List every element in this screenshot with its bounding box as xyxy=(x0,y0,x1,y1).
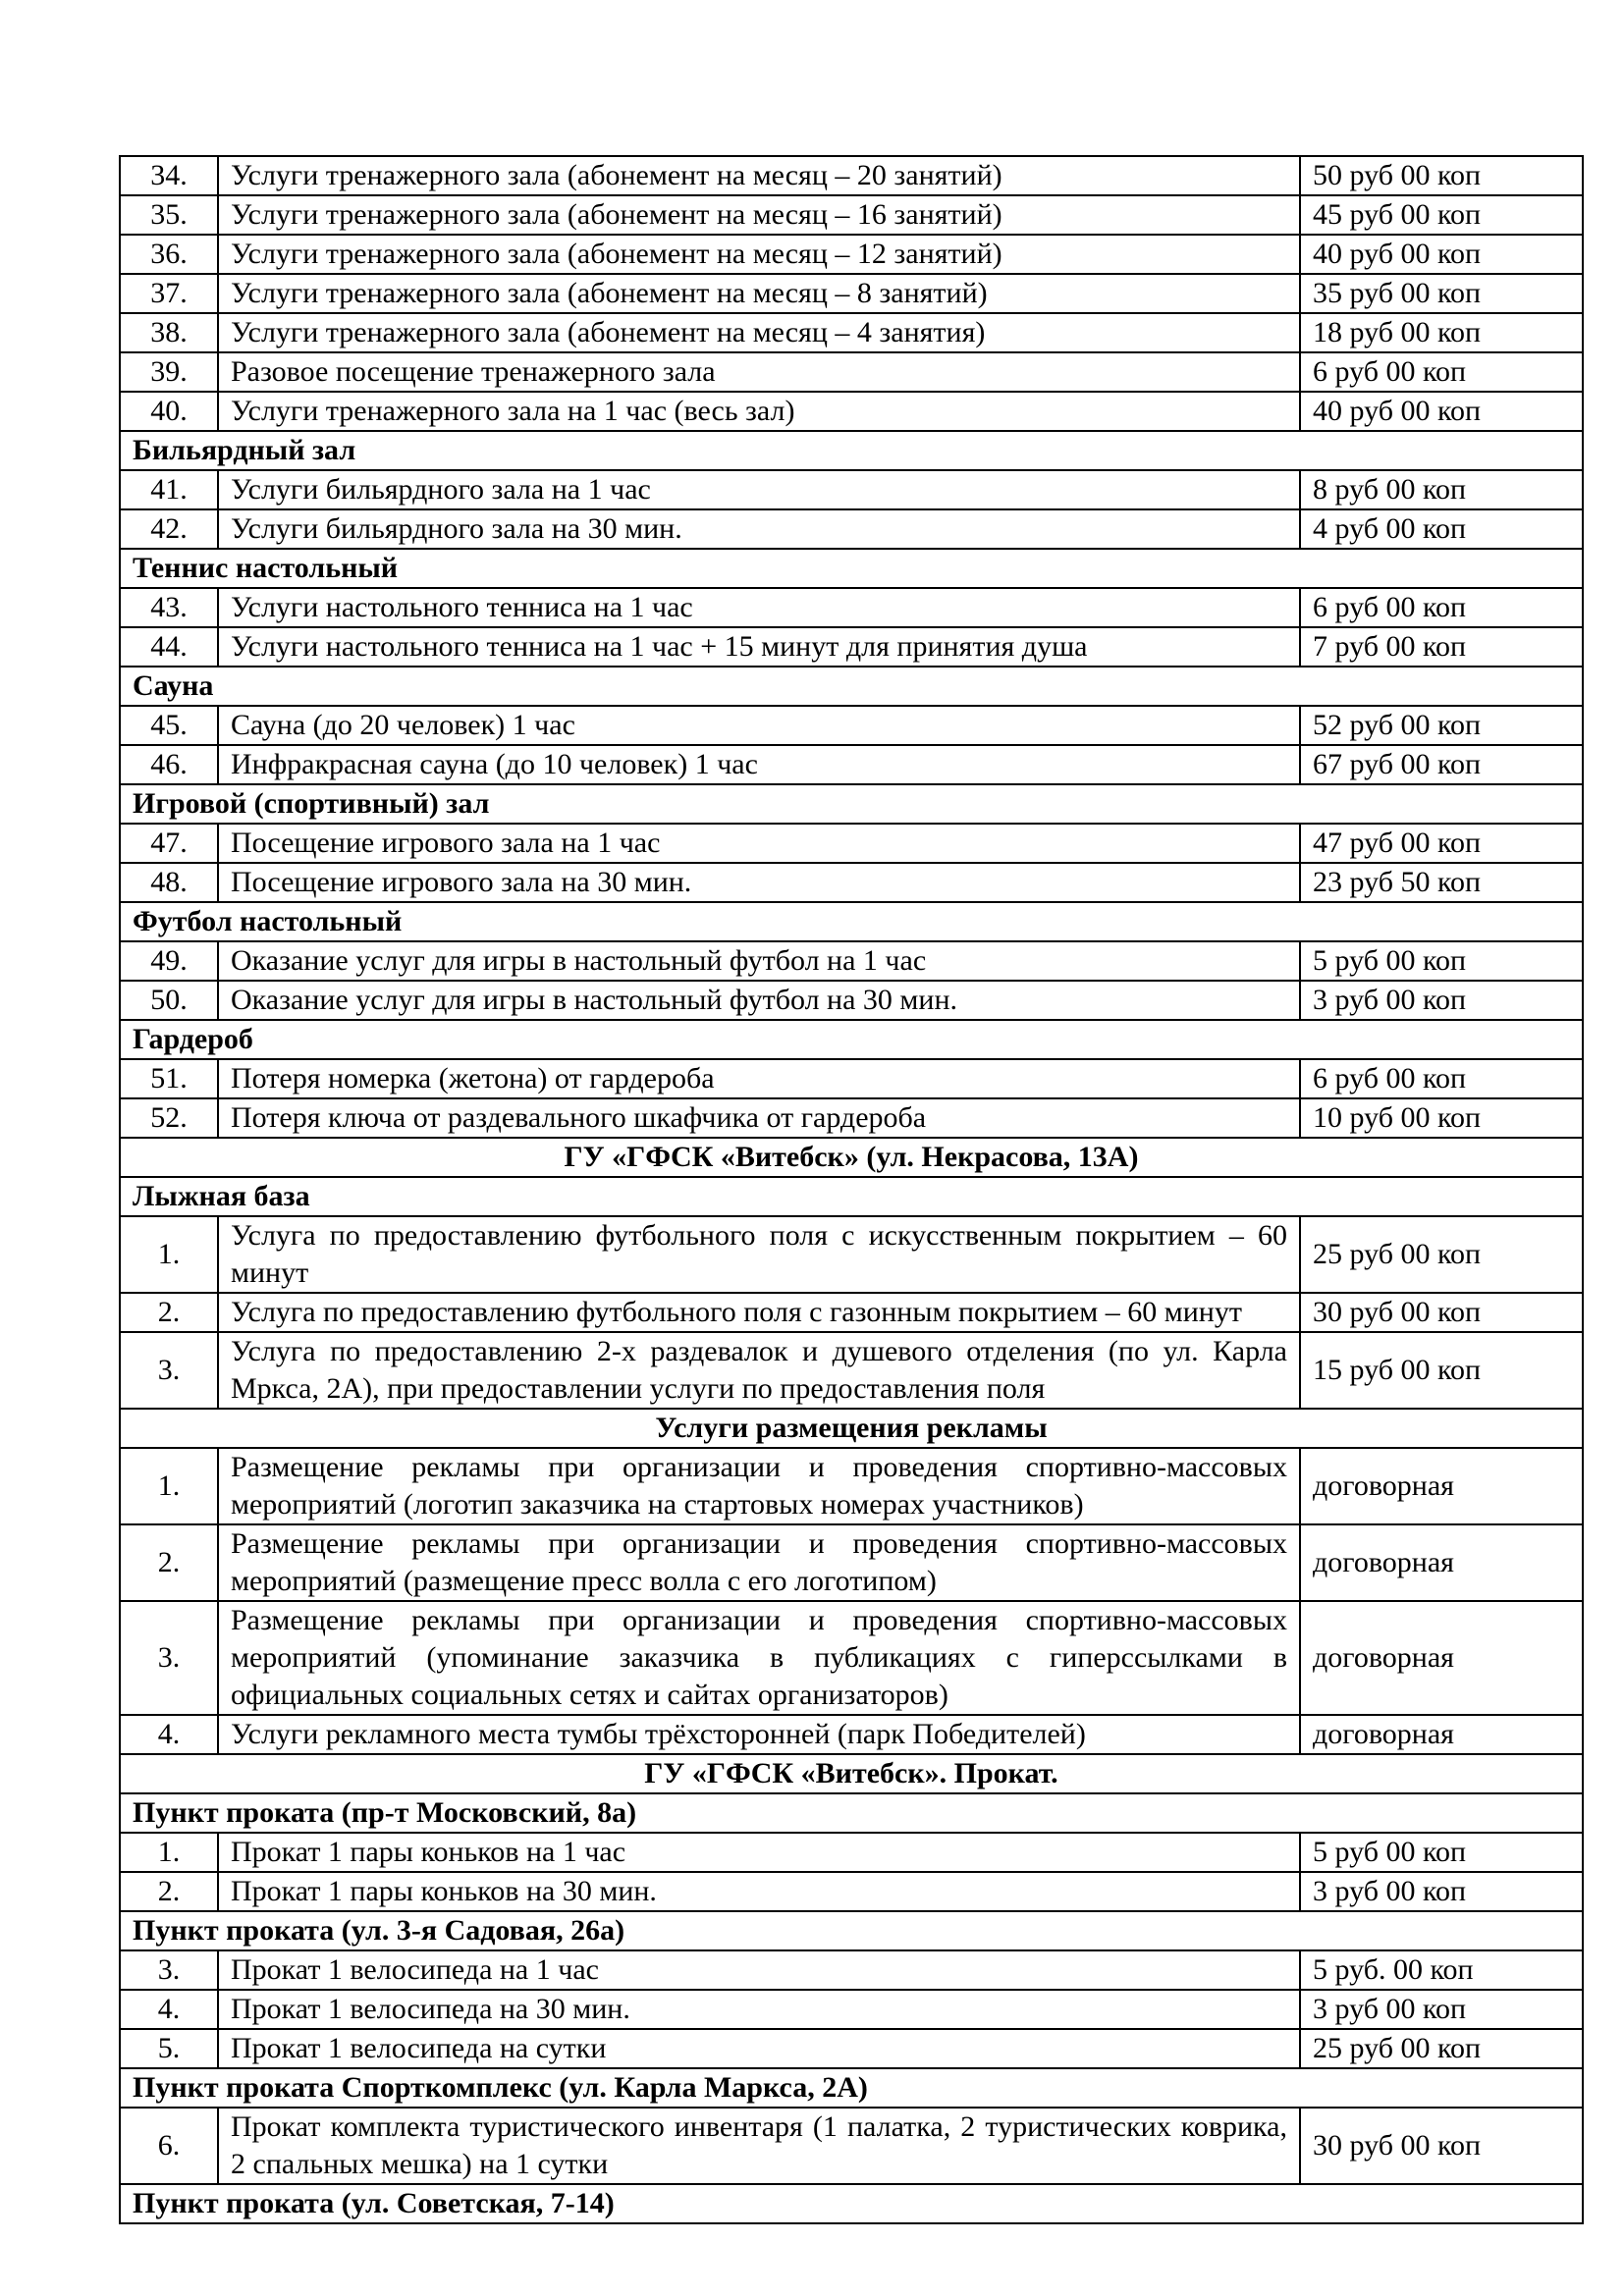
service-description: Услуги бильярдного зала на 1 час xyxy=(218,470,1300,509)
service-description: Размещение рекламы при организации и проведения спортивно-массовых мероприятий (размещение пресс волла с его логотипом) xyxy=(218,1524,1300,1601)
row-number: 52. xyxy=(120,1098,218,1138)
service-price: 7 руб 00 коп xyxy=(1300,627,1583,667)
row-number: 34. xyxy=(120,156,218,195)
section-header-row xyxy=(120,1177,1583,1216)
service-description: Услуги тренажерного зала (абонемент на месяц – 4 занятия) xyxy=(218,313,1300,352)
organization-heading-row xyxy=(120,1754,1583,1793)
row-number: 47. xyxy=(120,824,218,863)
service-description: Посещение игрового зала на 30 мин. xyxy=(218,863,1300,902)
service-description: Услуги тренажерного зала (абонемент на месяц – 8 занятий) xyxy=(218,274,1300,313)
section-title: Пункт проката (пр-т Московский, 8а) xyxy=(120,1793,1583,1833)
table-row xyxy=(120,706,1583,745)
table-row xyxy=(120,745,1583,784)
service-price: 6 руб 00 коп xyxy=(1300,588,1583,627)
organization-heading-row xyxy=(120,1138,1583,1177)
service-price: договорная xyxy=(1300,1448,1583,1524)
service-price: 6 руб 00 коп xyxy=(1300,352,1583,392)
service-price: 3 руб 00 коп xyxy=(1300,1990,1583,2029)
service-description: Потеря ключа от раздевального шкафчика от гардероба xyxy=(218,1098,1300,1138)
section-header-row xyxy=(120,549,1583,588)
row-number: 2. xyxy=(120,1872,218,1911)
service-description: Прокат комплекта туристического инвентаря (1 палатка, 2 туристических коврика, 2 спальных мешка) на 1 сутки xyxy=(218,2108,1300,2184)
table-row xyxy=(120,392,1583,431)
organization-heading-row xyxy=(120,1409,1583,1448)
service-price: договорная xyxy=(1300,1601,1583,1715)
row-number: 49. xyxy=(120,941,218,981)
service-price: 40 руб 00 коп xyxy=(1300,235,1583,274)
service-price: 25 руб 00 коп xyxy=(1300,2029,1583,2068)
table-row xyxy=(120,1216,1583,1293)
service-description: Прокат 1 пары коньков на 30 мин. xyxy=(218,1872,1300,1911)
table-row xyxy=(120,1872,1583,1911)
service-description: Разовое посещение тренажерного зала xyxy=(218,352,1300,392)
service-price: 10 руб 00 коп xyxy=(1300,1098,1583,1138)
row-number: 39. xyxy=(120,352,218,392)
row-number: 50. xyxy=(120,981,218,1020)
service-description: Услуги тренажерного зала на 1 час (весь зал) xyxy=(218,392,1300,431)
service-price: 15 руб 00 коп xyxy=(1300,1332,1583,1409)
service-description: Инфракрасная сауна (до 10 человек) 1 час xyxy=(218,745,1300,784)
row-number: 2. xyxy=(120,1524,218,1601)
service-price: 6 руб 00 коп xyxy=(1300,1059,1583,1098)
table-row xyxy=(120,1332,1583,1409)
section-title: Пункт проката Спорткомплекс (ул. Карла Маркса, 2А) xyxy=(120,2068,1583,2108)
table-row xyxy=(120,588,1583,627)
service-description: Услуги тренажерного зала (абонемент на месяц – 20 занятий) xyxy=(218,156,1300,195)
service-description: Услуги настольного тенниса на 1 час + 15 минут для принятия душа xyxy=(218,627,1300,667)
service-description: Сауна (до 20 человек) 1 час xyxy=(218,706,1300,745)
service-description: Услуги тренажерного зала (абонемент на месяц – 16 занятий) xyxy=(218,195,1300,235)
service-description: Прокат 1 велосипеда на 30 мин. xyxy=(218,1990,1300,2029)
table-row xyxy=(120,156,1583,195)
row-number: 5. xyxy=(120,2029,218,2068)
service-price: 5 руб 00 коп xyxy=(1300,941,1583,981)
row-number: 44. xyxy=(120,627,218,667)
table-row xyxy=(120,2108,1583,2184)
service-price: договорная xyxy=(1300,1715,1583,1754)
section-header-row xyxy=(120,2068,1583,2108)
service-price: 18 руб 00 коп xyxy=(1300,313,1583,352)
row-number: 36. xyxy=(120,235,218,274)
table-row xyxy=(120,1950,1583,1990)
table-row xyxy=(120,824,1583,863)
service-description: Услуги рекламного места тумбы трёхсторонней (парк Победителей) xyxy=(218,1715,1300,1754)
row-number: 41. xyxy=(120,470,218,509)
organization-heading: ГУ «ГФСК «Витебск» (ул. Некрасова, 13А) xyxy=(120,1138,1583,1177)
section-header-row xyxy=(120,1793,1583,1833)
section-title: Бильярдный зал xyxy=(120,431,1583,470)
table-row xyxy=(120,1059,1583,1098)
row-number: 48. xyxy=(120,863,218,902)
service-price: 25 руб 00 коп xyxy=(1300,1216,1583,1293)
service-description: Размещение рекламы при организации и проведения спортивно-массовых мероприятий (упоминание заказчика в публикациях с гиперссылками в официальных социальных сетях и сайтах организаторов) xyxy=(218,1601,1300,1715)
table-row xyxy=(120,1098,1583,1138)
table-row xyxy=(120,981,1583,1020)
section-title: Лыжная база xyxy=(120,1177,1583,1216)
row-number: 37. xyxy=(120,274,218,313)
table-row xyxy=(120,1990,1583,2029)
service-price: договорная xyxy=(1300,1524,1583,1601)
service-price: 23 руб 50 коп xyxy=(1300,863,1583,902)
service-price: 4 руб 00 коп xyxy=(1300,509,1583,549)
service-price: 50 руб 00 коп xyxy=(1300,156,1583,195)
service-price: 30 руб 00 коп xyxy=(1300,1293,1583,1332)
price-table-body xyxy=(120,156,1583,2223)
service-description: Оказание услуг для игры в настольный футбол на 30 мин. xyxy=(218,981,1300,1020)
service-price: 40 руб 00 коп xyxy=(1300,392,1583,431)
table-row xyxy=(120,941,1583,981)
table-row xyxy=(120,1833,1583,1872)
service-description: Услуга по предоставлению футбольного поля с газонным покрытием – 60 минут xyxy=(218,1293,1300,1332)
section-title: Сауна xyxy=(120,667,1583,706)
service-price: 3 руб 00 коп xyxy=(1300,1872,1583,1911)
row-number: 40. xyxy=(120,392,218,431)
row-number: 1. xyxy=(120,1216,218,1293)
service-description: Оказание услуг для игры в настольный футбол на 1 час xyxy=(218,941,1300,981)
service-description: Услуга по предоставлению футбольного поля с искусственным покрытием – 60 минут xyxy=(218,1216,1300,1293)
table-row xyxy=(120,274,1583,313)
row-number: 3. xyxy=(120,1332,218,1409)
service-price: 5 руб. 00 коп xyxy=(1300,1950,1583,1990)
table-row xyxy=(120,1601,1583,1715)
service-price: 47 руб 00 коп xyxy=(1300,824,1583,863)
table-row xyxy=(120,1524,1583,1601)
service-description: Услуги тренажерного зала (абонемент на месяц – 12 занятий) xyxy=(218,235,1300,274)
row-number: 51. xyxy=(120,1059,218,1098)
section-title: Теннис настольный xyxy=(120,549,1583,588)
row-number: 46. xyxy=(120,745,218,784)
table-row xyxy=(120,509,1583,549)
section-header-row xyxy=(120,431,1583,470)
row-number: 3. xyxy=(120,1950,218,1990)
service-description: Прокат 1 велосипеда на сутки xyxy=(218,2029,1300,2068)
price-table xyxy=(119,155,1584,2224)
section-title: Футбол настольный xyxy=(120,902,1583,941)
table-row xyxy=(120,235,1583,274)
row-number: 4. xyxy=(120,1715,218,1754)
service-price: 30 руб 00 коп xyxy=(1300,2108,1583,2184)
table-row xyxy=(120,313,1583,352)
row-number: 1. xyxy=(120,1448,218,1524)
service-price: 5 руб 00 коп xyxy=(1300,1833,1583,1872)
service-description: Посещение игрового зала на 1 час xyxy=(218,824,1300,863)
service-price: 35 руб 00 коп xyxy=(1300,274,1583,313)
service-price: 45 руб 00 коп xyxy=(1300,195,1583,235)
row-number: 38. xyxy=(120,313,218,352)
table-row xyxy=(120,1293,1583,1332)
organization-heading: ГУ «ГФСК «Витебск». Прокат. xyxy=(120,1754,1583,1793)
service-description: Прокат 1 пары коньков на 1 час xyxy=(218,1833,1300,1872)
table-row xyxy=(120,352,1583,392)
section-header-row xyxy=(120,902,1583,941)
section-header-row xyxy=(120,1911,1583,1950)
service-description: Услуги бильярдного зала на 30 мин. xyxy=(218,509,1300,549)
table-row xyxy=(120,470,1583,509)
table-row xyxy=(120,863,1583,902)
row-number: 2. xyxy=(120,1293,218,1332)
section-header-row xyxy=(120,1020,1583,1059)
section-title: Пункт проката (ул. 3-я Садовая, 26а) xyxy=(120,1911,1583,1950)
table-row xyxy=(120,2029,1583,2068)
service-description: Потеря номерка (жетона) от гардероба xyxy=(218,1059,1300,1098)
table-row xyxy=(120,627,1583,667)
section-header-row xyxy=(120,784,1583,824)
table-row xyxy=(120,1715,1583,1754)
service-price: 52 руб 00 коп xyxy=(1300,706,1583,745)
row-number: 6. xyxy=(120,2108,218,2184)
service-description: Услуга по предоставлению 2-х раздевалок и душевого отделения (по ул. Карла Мркса, 2А), при предоставлении услуги по предоставления поля xyxy=(218,1332,1300,1409)
service-price: 3 руб 00 коп xyxy=(1300,981,1583,1020)
section-header-row xyxy=(120,2184,1583,2223)
section-title: Игровой (спортивный) зал xyxy=(120,784,1583,824)
row-number: 4. xyxy=(120,1990,218,2029)
service-description: Размещение рекламы при организации и проведения спортивно-массовых мероприятий (логотип заказчика на стартовых номерах участников) xyxy=(218,1448,1300,1524)
section-title: Гардероб xyxy=(120,1020,1583,1059)
section-header-row xyxy=(120,667,1583,706)
row-number: 35. xyxy=(120,195,218,235)
row-number: 43. xyxy=(120,588,218,627)
row-number: 3. xyxy=(120,1601,218,1715)
table-row xyxy=(120,1448,1583,1524)
organization-heading: Услуги размещения рекламы xyxy=(120,1409,1583,1448)
section-title: Пункт проката (ул. Советская, 7-14) xyxy=(120,2184,1583,2223)
service-price: 67 руб 00 коп xyxy=(1300,745,1583,784)
service-price: 8 руб 00 коп xyxy=(1300,470,1583,509)
table-row xyxy=(120,195,1583,235)
service-description: Прокат 1 велосипеда на 1 час xyxy=(218,1950,1300,1990)
service-description: Услуги настольного тенниса на 1 час xyxy=(218,588,1300,627)
row-number: 45. xyxy=(120,706,218,745)
row-number: 1. xyxy=(120,1833,218,1872)
row-number: 42. xyxy=(120,509,218,549)
